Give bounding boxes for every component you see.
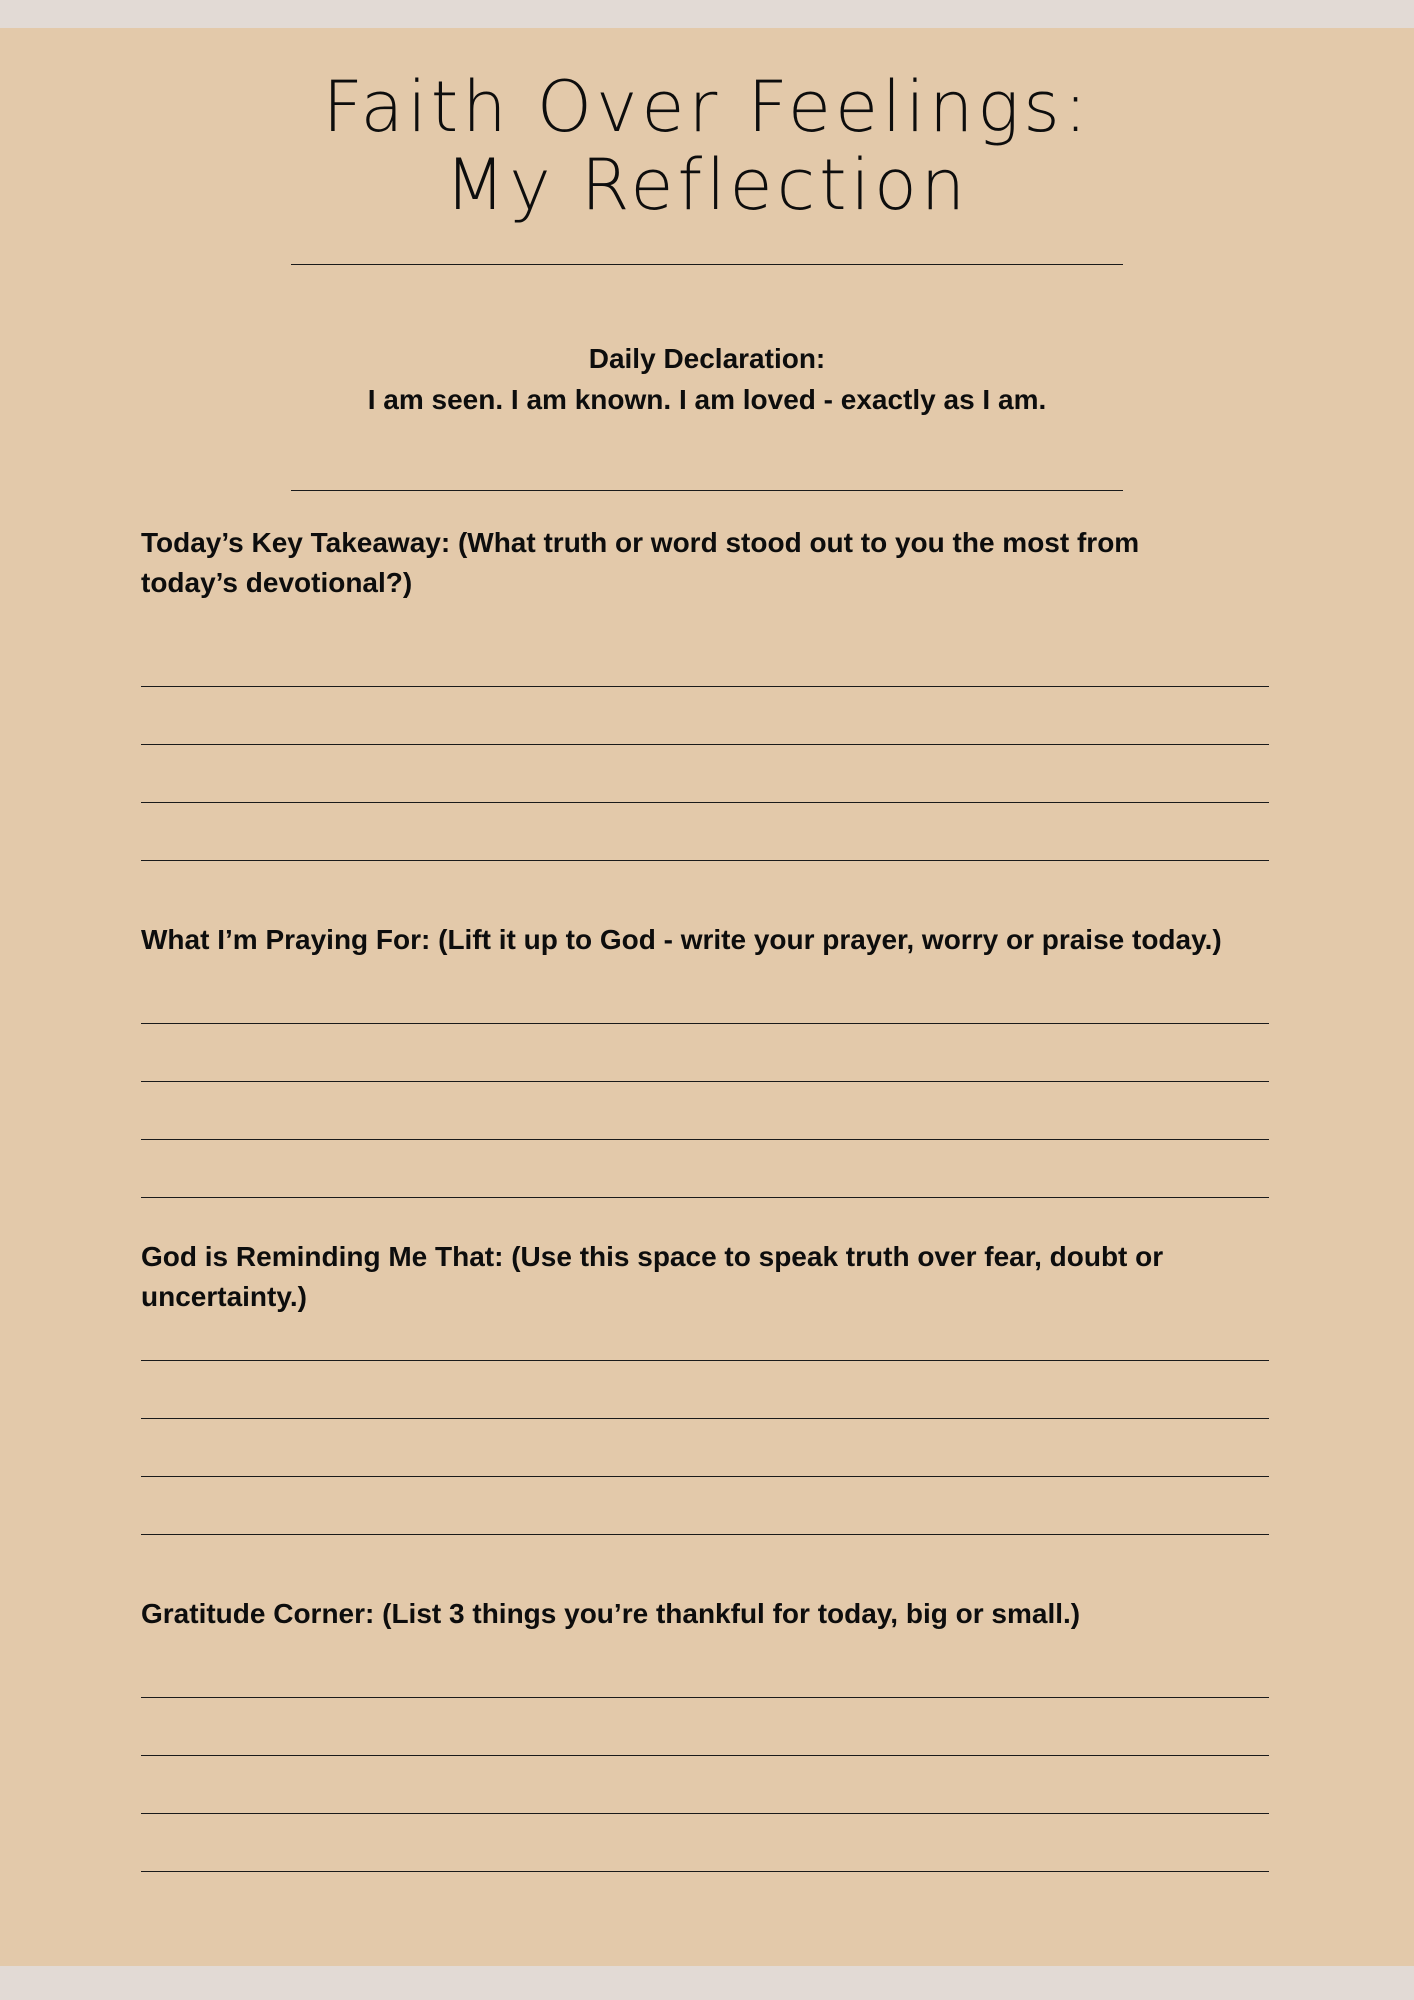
declaration-heading: Daily Declaration: [588,343,826,374]
declaration-text: I am seen. I am known. I am loved - exactly as I am. [367,384,1047,415]
section-god-reminding-prompt [141,1237,1341,1317]
prompt-line: What I’m Praying For: (Lift it up to God - write your prayer, worry or praise today.) [141,924,1222,955]
title-line-1: Faith Over Feelings: [322,66,1092,148]
writing-line[interactable] [141,1197,1269,1198]
prompt-line: today’s devotional?) [141,567,413,598]
writing-line[interactable] [141,802,1269,803]
writing-line[interactable] [141,860,1269,861]
prompt-line: Gratitude Corner: (List 3 things you’re thankful for today, big or small.) [141,1598,1081,1629]
daily-declaration [0,338,1414,420]
writing-line[interactable] [141,1476,1269,1477]
section-gratitude-corner-prompt [141,1594,1341,1634]
writing-line[interactable] [141,686,1269,687]
writing-line[interactable] [141,1697,1269,1698]
writing-line[interactable] [141,1534,1269,1535]
worksheet-page [0,28,1414,1966]
writing-line[interactable] [141,1755,1269,1756]
prompt-line: uncertainty.) [141,1281,307,1312]
declaration-divider [291,490,1123,491]
writing-line[interactable] [141,1360,1269,1361]
section-key-takeaway-prompt [141,523,1341,603]
title-line-2: My Reflection [444,144,970,226]
title-divider [291,264,1123,265]
writing-line[interactable] [141,1418,1269,1419]
section-praying-for-prompt [141,920,1341,960]
page-title [0,68,1414,224]
writing-line[interactable] [141,1081,1269,1082]
writing-line[interactable] [141,1871,1269,1872]
prompt-line: God is Reminding Me That: (Use this space to speak truth over fear, doubt or [141,1241,1164,1272]
prompt-line: Today’s Key Takeaway: (What truth or word stood out to you the most from [141,527,1140,558]
writing-line[interactable] [141,744,1269,745]
writing-line[interactable] [141,1813,1269,1814]
writing-line[interactable] [141,1139,1269,1140]
writing-line[interactable] [141,1023,1269,1024]
